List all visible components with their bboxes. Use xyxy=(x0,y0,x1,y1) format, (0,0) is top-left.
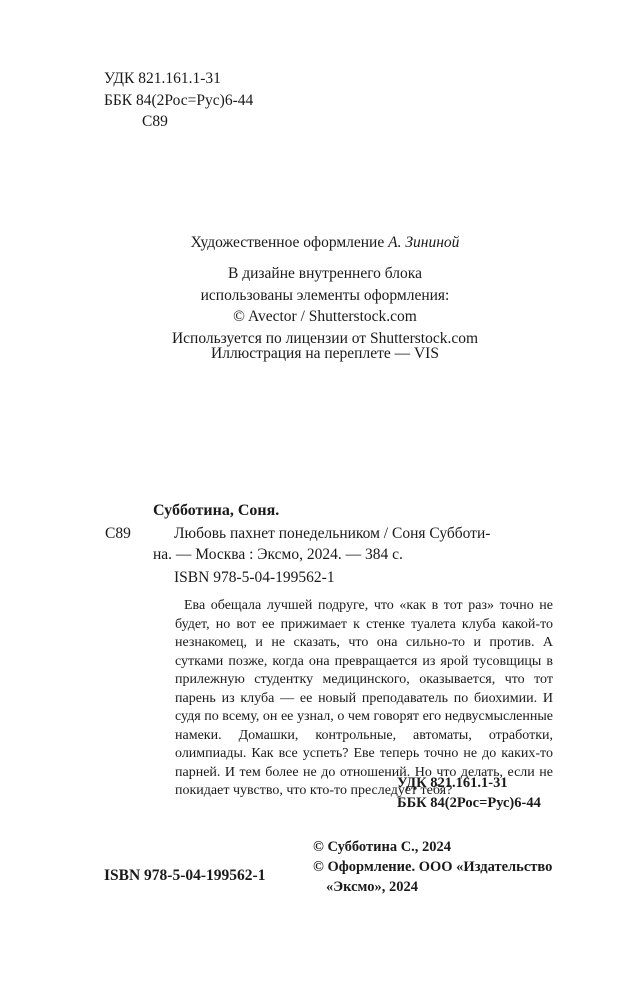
inner-design-credits xyxy=(90,263,560,349)
udk-code: УДК 821.161.1-31 xyxy=(104,70,221,87)
classification-bottom xyxy=(397,773,541,813)
bbk-code: ББК 84(2Рос=Рус)6-44 xyxy=(397,795,541,811)
udk-code: УДК 821.161.1-31 xyxy=(397,775,508,791)
biblio-isbn: ISBN 978-5-04-199562-1 xyxy=(174,569,335,586)
footer-isbn: ISBN 978-5-04-199562-1 xyxy=(104,867,266,884)
classification-top xyxy=(104,68,253,133)
design-credit xyxy=(90,232,560,254)
title-line: на. — Москва : Эксмо, 2024. — 384 с. xyxy=(153,546,403,563)
copyright-design-cont: «Эксмо», 2024 xyxy=(326,879,418,895)
design-credit-name: А. Зининой xyxy=(388,234,460,251)
author-mark: С89 xyxy=(142,113,168,130)
author-heading: Субботина, Соня. xyxy=(153,502,280,519)
biblio-mark: С89 xyxy=(105,525,131,542)
copyright-block xyxy=(313,837,552,897)
annotation: Ева обещала лучшей подруге, что «как в тот раз» точно не будет, но вот ее прижимает к стенке туалета клуба какой-то незнакомец, и не сказать, что она сильно-то и против. А сутками позже, когда она превращается из ярой тусовщицы в прилежную студентку медицинского, оказывается, что тот парень из клуба — ее новый преподаватель по биохимии. И судя по всему, он ее узнал, о чем говорят его недвусмысленные намеки. Домашки, контрольные, автоматы, отработки, олимпиады. Как все успеть? Еве теперь точно не до каких-то парней. И тем более не до отношений. Но что делать, если не покидает чувство, что кто-то преследует тебя? xyxy=(175,598,553,798)
bbk-code: ББК 84(2Рос=Рус)6-44 xyxy=(104,91,254,109)
cover-illustration-credit: Иллюстрация на переплете — VIS xyxy=(211,345,439,362)
copyright-author: © Субботина С., 2024 xyxy=(313,839,452,855)
design-credit-prefix: Художественное оформление xyxy=(190,234,385,251)
inner-credit-line: использованы элементы оформления: xyxy=(200,286,450,304)
title-line: Любовь пахнет понедельником / Соня Субботи- xyxy=(174,525,491,542)
copyright-design: © Оформление. ООО «Издательство xyxy=(313,859,553,875)
inner-credit-line: В дизайне внутреннего блока xyxy=(228,265,422,282)
inner-credit-line: Используется по лицензии от Shutterstock.com xyxy=(171,329,479,347)
inner-credit-line: © Avector / Shutterstock.com xyxy=(233,308,417,325)
